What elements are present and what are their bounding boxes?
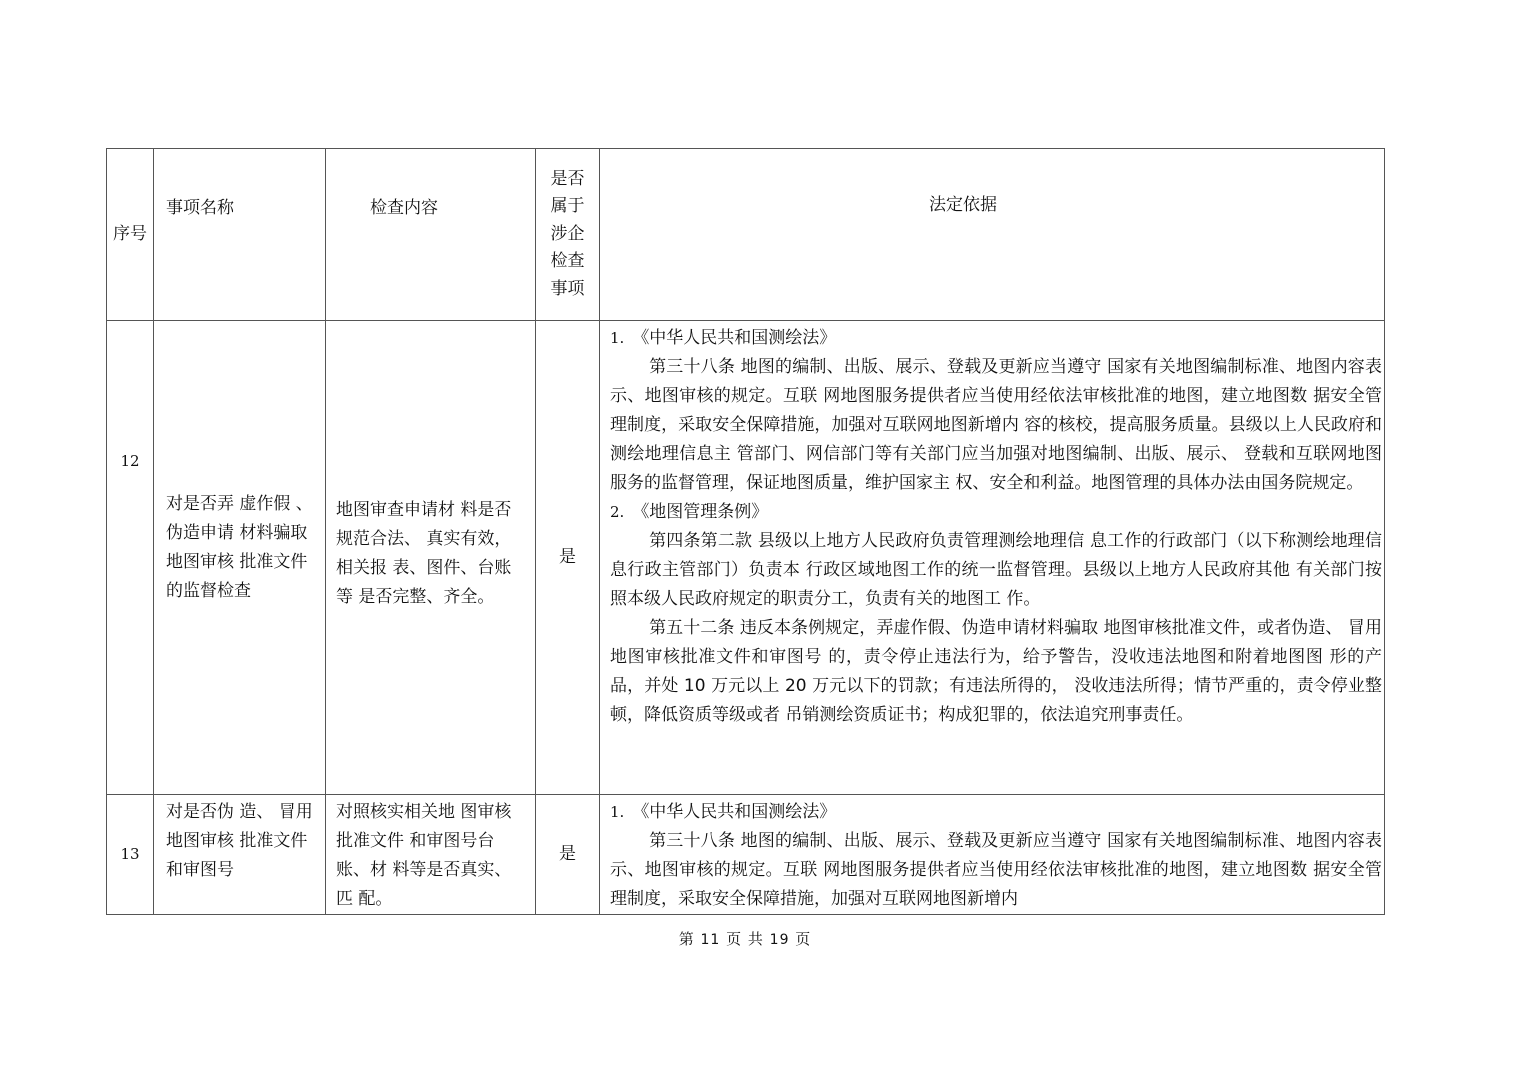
row-basis-cell [600,321,1385,795]
row-is-enterprise-cell [536,795,600,915]
footer-total-pages: 19 [769,932,790,948]
header-name-label: 事项名称 [166,198,234,218]
row-check: 对照核实相关地 图审核批准文件 和审图号台账、材 料等是否真实、匹 配。 [336,802,512,909]
row-check: 地图审查申请材 料是否规范合法、 真实有效，相关报 表、图件、台账等 是否完整、齐全。 [336,499,512,607]
header-name [154,149,326,321]
law-number: 2. [610,503,625,521]
law-name: 《中华人民共和国测绘法》 [632,802,837,822]
footer-page-number: 11 [700,932,721,948]
regulation-table [106,148,1385,915]
row-check-cell [326,795,536,915]
header-is-enterprise-label: 是否属于涉企检查事项 [550,168,585,299]
header-seq-label: 序号 [113,224,147,244]
page-footer [0,928,1490,949]
row-seq-cell [107,321,154,795]
law-name: 《地图管理条例》 [632,502,769,522]
law-paragraph: 第五十二条 违反本条例规定，弄虚作假、伪造申请材料骗取 地图审核批准文件，或者伪造、 冒用地图审核批准文件和审图号 的，责令停止违法行为，给予警告，没收违法地图和附着地图图 形的产品，并处 10 万元以上 20 万元以下的罚款；有违法所得的， 没收违法所得；情节严重的，责令停业整顿，降低资质等级或者 吊销测绘资质证书；构成犯罪的，依法追究刑事责任。 [610,618,1382,725]
header-seq [107,149,154,321]
row-seq-cell [107,795,154,915]
law-name: 《中华人民共和国测绘法》 [632,328,837,348]
footer-suffix: 页 [795,930,812,948]
row-name-cell [154,795,326,915]
row-seq: 13 [120,845,140,863]
row-is-enterprise: 是 [559,844,576,864]
law-number: 1. [610,329,625,347]
row-name-cell [154,321,326,795]
header-check-label: 检查内容 [370,198,438,218]
header-check [326,149,536,321]
law-paragraph: 第三十八条 地图的编制、出版、展示、登载及更新应当遵守 国家有关地图编制标准、地图内容表示、地图审核的规定。互联 网地图服务提供者应当使用经依法审核批准的地图，建立地图数 据安全管理制度，采取安全保障措施，加强对互联网地图新增内 容的核校，提高服务质量。县级以上人民政府和测绘地理信息主 管部门、网信部门等有关部门应当加强对地图编制、出版、展示、 登载和互联网地图服务的监督管理，保证地图质量，维护国家主 权、安全和利益。地图管理的具体办法由国务院规定。 [610,357,1382,493]
law-paragraph: 第三十八条 地图的编制、出版、展示、登载及更新应当遵守 国家有关地图编制标准、地图内容表示、地图审核的规定。互联 网地图服务提供者应当使用经依法审核批准的地图，建立地图数 据安全管理制度，采取安全保障措施，加强对互联网地图新增内 [610,831,1382,909]
row-name: 对是否伪 造、 冒用 地图审核 批准文件 和审图号 [166,802,313,880]
header-is-enterprise [536,149,600,321]
law-paragraph: 第四条第二款 县级以上地方人民政府负责管理测绘地理信 息工作的行政部门（以下称测绘地理信息行政主管部门）负责本 行政区域地图工作的统一监督管理。县级以上地方人民政府其他 有关部门按照本级人民政府规定的职责分工，负责有关的地图工 作。 [610,531,1382,609]
table-row [107,795,1385,915]
row-name: 对是否弄 虚作假 、 伪造申请 材料骗取 地图审核 批准文件 的监督检查 [166,493,313,601]
row-is-enterprise: 是 [559,547,576,567]
header-basis-label: 法定依据 [929,195,997,215]
row-seq: 12 [120,452,140,470]
law-title [610,798,1382,827]
row-check-cell [326,321,536,795]
row-is-enterprise-cell [536,321,600,795]
law-number: 1. [610,803,625,821]
table-header-row [107,149,1385,321]
header-basis [600,149,1385,321]
footer-mid: 页 共 [726,930,764,948]
row-basis-cell [600,795,1385,915]
basis-clip [610,798,1382,910]
law-title [610,498,1382,527]
footer-prefix: 第 [678,930,695,948]
law-title [610,324,1382,353]
table-row [107,321,1385,795]
